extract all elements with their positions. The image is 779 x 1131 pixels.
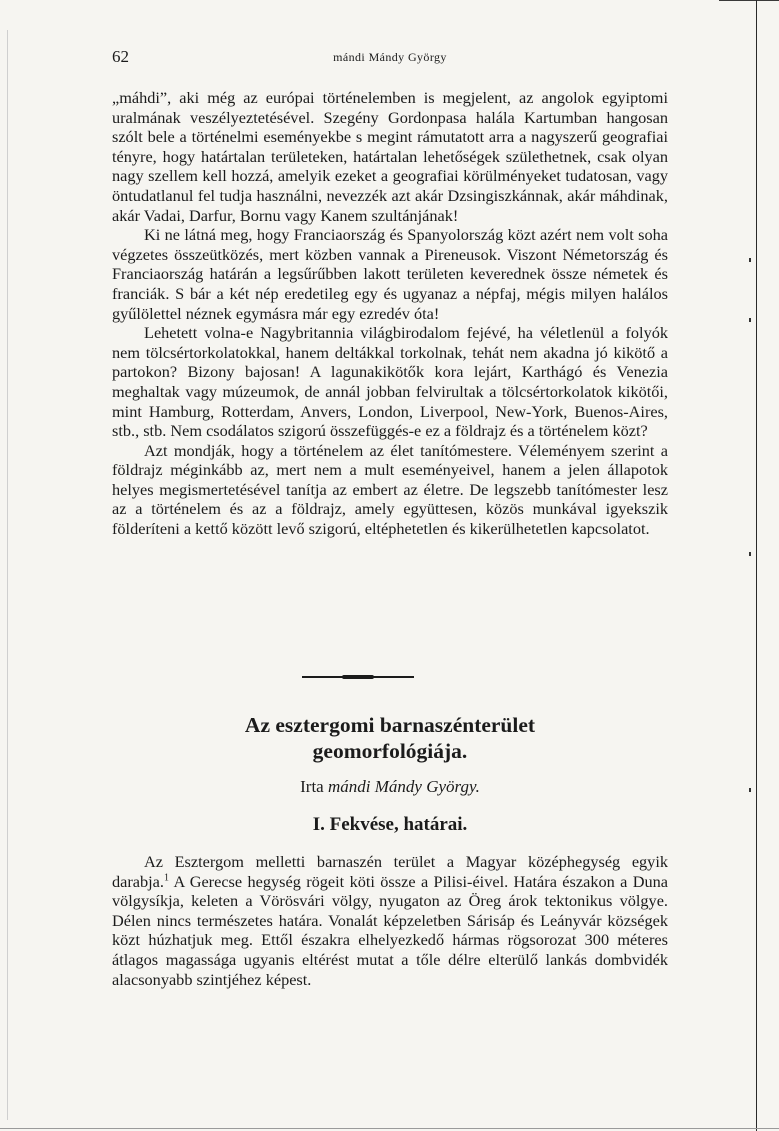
article-body — [112, 852, 668, 989]
scan-edge-right — [756, 0, 757, 1131]
body-text: Az Esztergom melletti barnaszén terület a Magyar középhegység egyik darabja. — [112, 852, 668, 891]
article-title — [112, 712, 668, 764]
margin-tick — [749, 258, 751, 262]
page-header — [112, 47, 668, 67]
byline-prefix: Irta — [300, 777, 324, 796]
body-text: A Gerecse hegység rögeit köti össze a Pilisi-éivel. Határa északon a Duna völgysíkja, keleten a Vörösvári völgy, nyugaton az Öreg árok tektonikus völgye. Délen nincs természetes határa. Vonalát képzeletben Sárisáp és Leányvár községek közt húzhatjuk meg. Ettől északra elhelyezkedő hármas rögsorozat 300 méteres átlagos magassága ugyanis eltérést mutat a tőle délre elterülő lankás dombvidék alacsonyabb szintjéhez képest. — [112, 871, 668, 989]
paragraph — [112, 852, 668, 989]
byline-author: mándi Mándy György. — [327, 777, 480, 796]
section-title: I. Fekvése, határai. — [312, 814, 468, 835]
continued-text — [112, 88, 668, 539]
margin-tick — [749, 318, 751, 322]
footnote-mark: 1 — [163, 872, 169, 884]
paragraph: „máhdi”, aki még az európai történelemben is megjelent, az angolok egyiptomi uralmának veszélyeztetésével. Szegény Gordonpasa halála Kartumban hangosan szólt bele a történelmi eseményekbe s megint rámutatott arra a nagyszerű geografiai tényre, hogy határtalan területeken, határtalan lehetőségek születhetnek, csak olyan nagy szellem kell hozzá, amelyik ezeket a geografiai körülményeket tudatosan, vagy öntudatlanul fel tudja használni, nevezzék azt akár Dzsingiszkánnak, akár máhdinak, akár Vadai, Darfur, Bornu vagy Kanem szultánjának! — [112, 88, 668, 225]
paragraph: Azt mondják, hogy a történelem az élet tanítómestere. Véleményem szerint a földrajz méginkább az, mert nem a mult eseményeivel, hanem a jelen állapotok helyes megismertetésével tanítja az embert az életre. De legszebb tanítómester lesz az a történelem és az a földrajz, amely együttesen, közös munkával igyekszik földeríteni a kettő között levő szigorú, eltéphetetlen és kikerülhetetlen kapcsolatot. — [112, 440, 668, 539]
byline — [112, 777, 668, 797]
page-number: 62 — [112, 47, 129, 66]
paragraph: Ki ne látná meg, hogy Franciaország és Spanyolország közt azért nem volt soha végzetes összeütközés, mert közben vannak a Pireneusok. Viszont Németország és Franciaország határán a legsűrűbben lakott területen keverednek össze németek és franciák. S bár a két nép eredetileg egy és ugyanaz a népfaj, mégis milyen halálos gyűlölettel néznek egymásra már egy ezredév óta! — [112, 225, 668, 323]
paragraph: Lehetett volna-e Nagybritannia világbirodalom fejévé, ha véletlenül a folyók nem tölcsértorkolatokkal, hanem deltákkal torkolnak, tehát nem akadna jó kikötő a partokon? Bizony bajosan! A lagunakikötők kora lejárt, Karthágó és Venezia meghaltak vagy múzeumok, de annál jobban felvirultak a tölcsértorkolatok kikötői, mint Hamburg, Rotterdam, Anvers, London, Liverpool, New-York, Buenos-Aires, stb., stb. Nem csodálatos szigorú összefüggés-e ez a földrajz és a történelem közt? — [112, 323, 668, 441]
section-separator-ornament — [342, 675, 374, 679]
article-title-line: Az esztergomi barnaszénterület — [244, 713, 536, 737]
scan-edge-left — [7, 30, 8, 1120]
margin-tick — [749, 788, 751, 792]
margin-tick — [749, 552, 751, 556]
scan-edge-top — [719, 0, 779, 1]
running-head: mándi Mándy György — [333, 50, 447, 64]
article-title-line: geomorfológiája. — [312, 739, 468, 763]
scan-edge-bottom — [0, 1128, 779, 1129]
